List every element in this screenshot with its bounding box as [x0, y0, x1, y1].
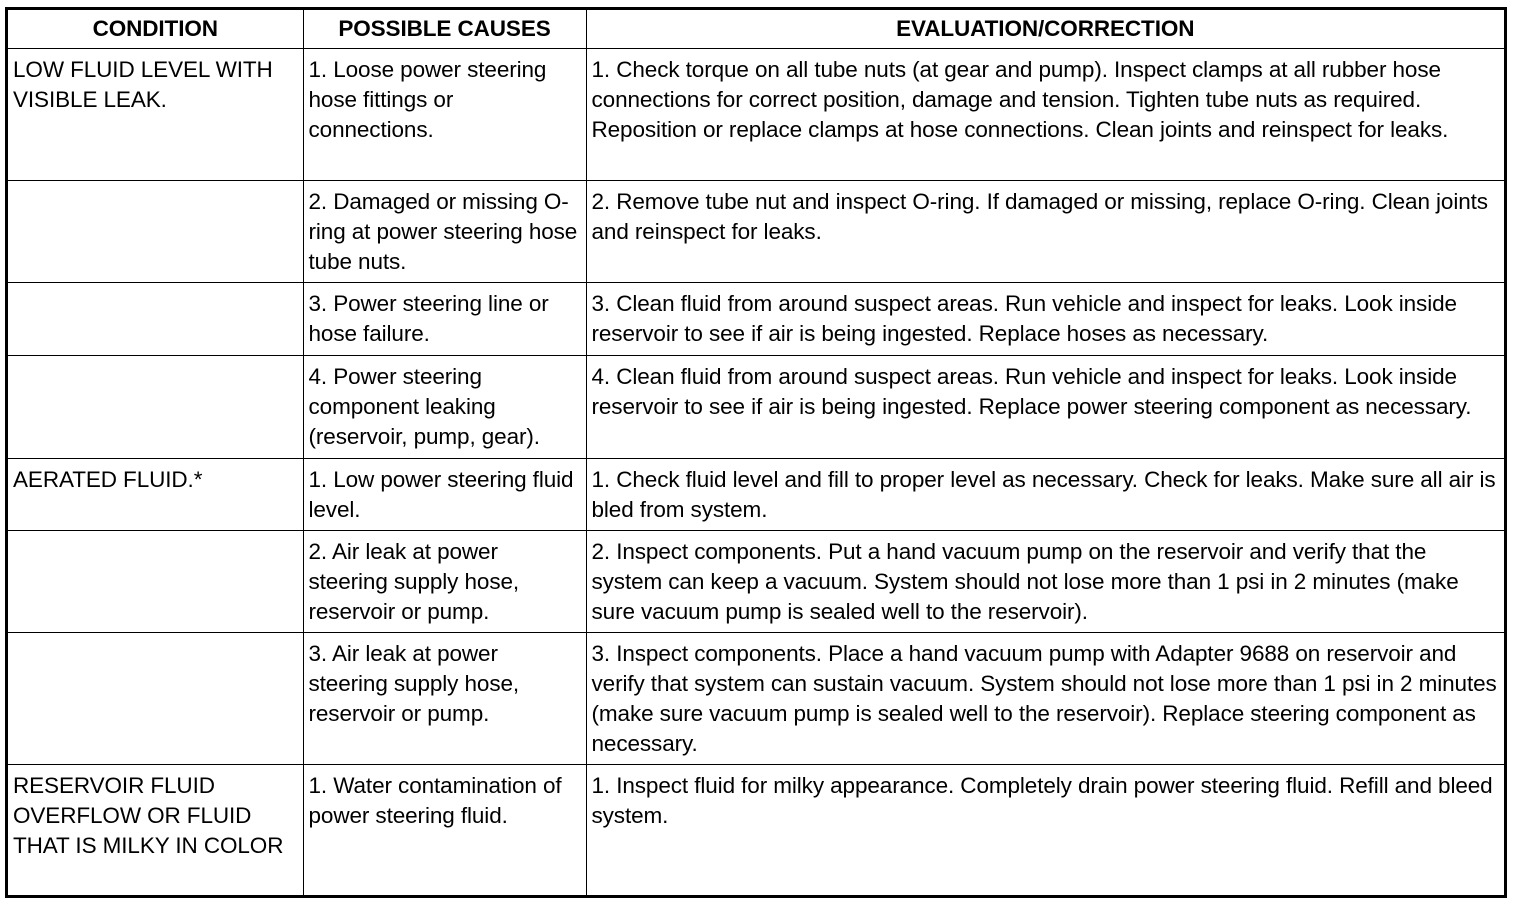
header-row — [8, 10, 1504, 49]
table-row — [8, 765, 1504, 895]
table-row — [8, 283, 1504, 355]
header-possible-causes: POSSIBLE CAUSES — [303, 10, 586, 49]
cause-cell: 1. Loose power steering hose fittings or connections. — [303, 49, 586, 181]
correction-cell: 2. Inspect components. Put a hand vacuum pump on the reservoir and verify that the system can keep a vacuum. System should not lose more than 1 psi in 2 minutes (make sure vacuum pump is sealed well to the reservoir). — [586, 530, 1504, 632]
correction-cell: 4. Clean fluid from around suspect areas. Run vehicle and inspect for leaks. Look inside reservoir to see if air is being ingested. Replace power steering component as necessary. — [586, 355, 1504, 458]
table-row — [8, 632, 1504, 764]
condition-cell: AERATED FLUID.* — [8, 458, 303, 530]
cause-cell: 3. Air leak at power steering supply hose, reservoir or pump. — [303, 632, 586, 764]
diagnosis-table — [8, 10, 1504, 895]
table-row — [8, 49, 1504, 181]
header-evaluation-correction: EVALUATION/CORRECTION — [586, 10, 1504, 49]
cause-cell: 1. Low power steering fluid level. — [303, 458, 586, 530]
correction-cell: 1. Check torque on all tube nuts (at gear and pump). Inspect clamps at all rubber hose connections for correct position, damage and tension. Tighten tube nuts as required. Reposition or replace clamps at hose connections. Clean joints and reinspect for leaks. — [586, 49, 1504, 181]
table-row — [8, 458, 1504, 530]
condition-cell — [8, 283, 303, 355]
condition-cell: RESERVOIR FLUID OVERFLOW OR FLUID THAT IS MILKY IN COLOR — [8, 765, 303, 895]
cause-cell: 2. Air leak at power steering supply hose, reservoir or pump. — [303, 530, 586, 632]
header-condition: CONDITION — [8, 10, 303, 49]
correction-cell: 2. Remove tube nut and inspect O-ring. If damaged or missing, replace O-ring. Clean joints and reinspect for leaks. — [586, 181, 1504, 283]
condition-cell — [8, 530, 303, 632]
table-row — [8, 181, 1504, 283]
cause-cell: 2. Damaged or missing O-ring at power steering hose tube nuts. — [303, 181, 586, 283]
correction-cell: 3. Clean fluid from around suspect areas. Run vehicle and inspect for leaks. Look inside reservoir to see if air is being ingested. Replace hoses as necessary. — [586, 283, 1504, 355]
condition-cell: LOW FLUID LEVEL WITH VISIBLE LEAK. — [8, 49, 303, 181]
cause-cell: 3. Power steering line or hose failure. — [303, 283, 586, 355]
diagnosis-table-frame — [5, 7, 1507, 898]
condition-cell — [8, 181, 303, 283]
cause-cell: 1. Water contamination of power steering fluid. — [303, 765, 586, 895]
condition-cell — [8, 355, 303, 458]
cause-cell: 4. Power steering component leaking (reservoir, pump, gear). — [303, 355, 586, 458]
condition-cell — [8, 632, 303, 764]
correction-cell: 1. Inspect fluid for milky appearance. Completely drain power steering fluid. Refill and bleed system. — [586, 765, 1504, 895]
table-row — [8, 355, 1504, 458]
table-row — [8, 530, 1504, 632]
correction-cell: 3. Inspect components. Place a hand vacuum pump with Adapter 9688 on reservoir and verify that system can sustain vacuum. System should not lose more than 1 psi in 2 minutes (make sure vacuum pump is sealed well to the reservoir). Replace steering component as necessary. — [586, 632, 1504, 764]
correction-cell: 1. Check fluid level and fill to proper level as necessary. Check for leaks. Make sure all air is bled from system. — [586, 458, 1504, 530]
